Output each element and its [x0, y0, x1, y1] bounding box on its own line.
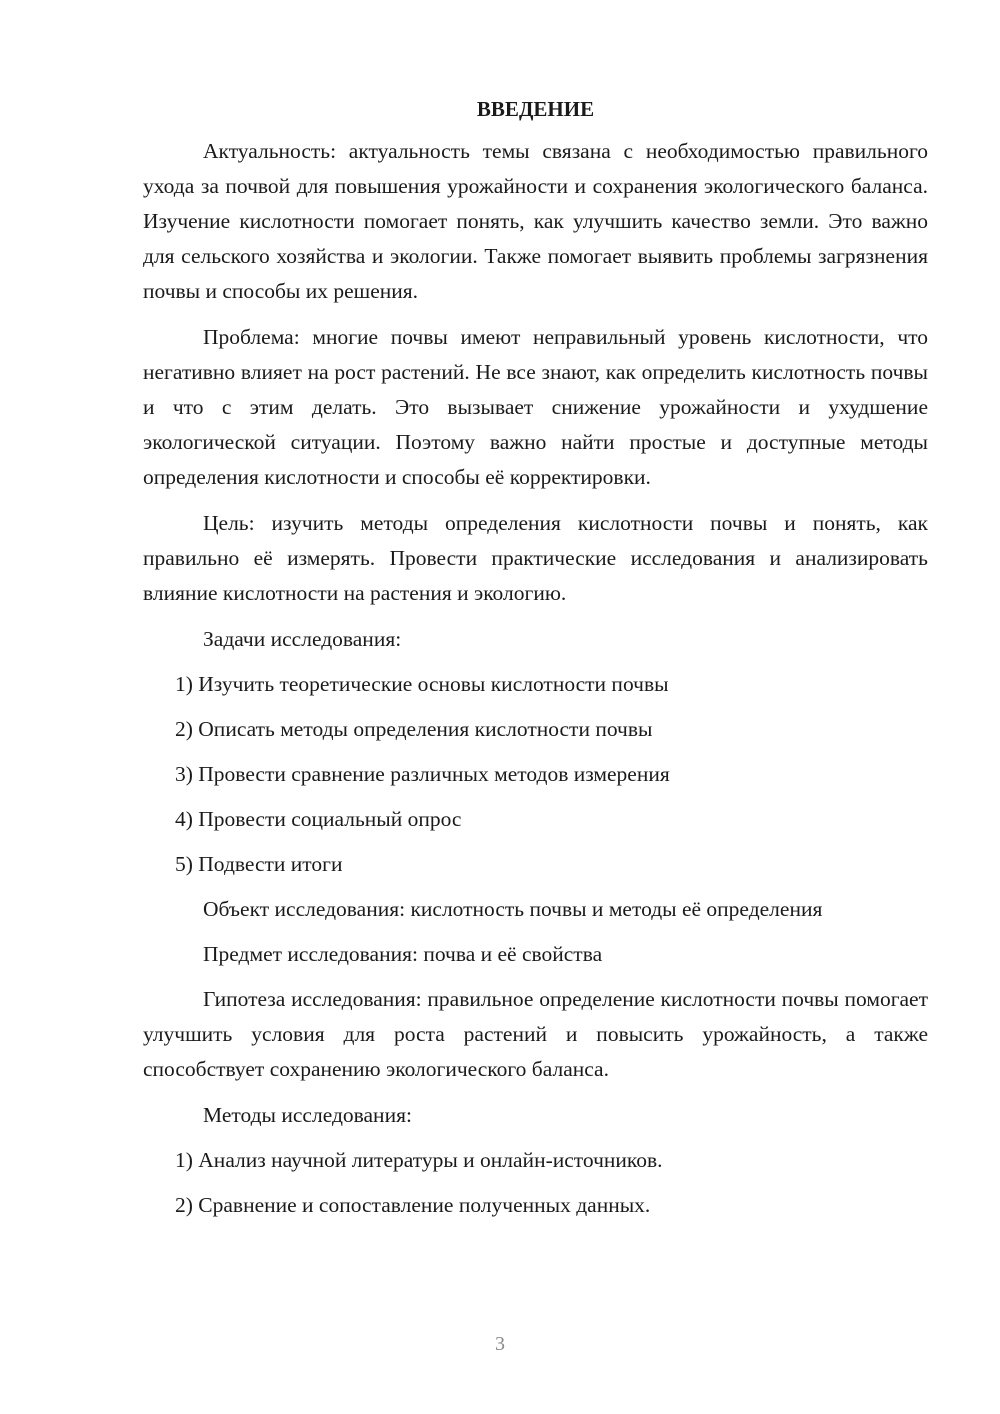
- relevance-paragraph: Актуальность: актуальность темы связана с необходимостью правильного ухода за почвой для повышения урожайности и сохранения экологического баланса. Изучение кислотности помогает понять, как улучшить качество земли. Это важно для сельского хозяйства и экологии. Также помогает выявить проблемы загрязнения почвы и способы их решения.: [143, 139, 928, 303]
- list-item: 3) Провести сравнение различных методов измерения: [175, 762, 670, 786]
- section-heading: ВВЕДЕНИЕ: [476, 97, 595, 121]
- list-item: 2) Описать методы определения кислотности почвы: [175, 717, 653, 741]
- list-item: 1) Анализ научной литературы и онлайн-источников.: [175, 1148, 663, 1172]
- list-item: 4) Провести социальный опрос: [175, 807, 462, 831]
- object-line: Объект исследования: кислотность почвы и методы её определения: [203, 897, 823, 921]
- list-item: 2) Сравнение и сопоставление полученных данных.: [175, 1193, 651, 1217]
- page-number: 3: [495, 1333, 505, 1355]
- hypothesis-paragraph: Гипотеза исследования: правильное определение кислотности почвы помогает улучшить условия для роста растений и повысить урожайность, а также способствует сохранению экологического баланса.: [143, 987, 928, 1081]
- goal-paragraph: Цель: изучить методы определения кислотности почвы и понять, как правильно её измерять. Провести практические исследования и анализировать влияние кислотности на растения и экологию.: [143, 511, 928, 605]
- methods-title: Методы исследования:: [203, 1103, 412, 1127]
- problem-paragraph: Проблема: многие почвы имеют неправильный уровень кислотности, что негативно влияет на рост растений. Не все знают, как определить кислотность почвы и что с этим делать. Это вызывает снижение урожайности и ухудшение экологической ситуации. Поэтому важно найти простые и доступные методы определения кислотности и способы её корректировки.: [143, 325, 928, 489]
- document-page: [143, 96, 928, 1233]
- tasks-list: [143, 667, 928, 882]
- tasks-title: Задачи исследования:: [203, 627, 402, 651]
- subject-line: Предмет исследования: почва и её свойства: [203, 942, 603, 966]
- list-item: 5) Подвести итоги: [175, 852, 343, 876]
- list-item: 1) Изучить теоретические основы кислотности почвы: [175, 672, 669, 696]
- methods-list: [143, 1143, 928, 1223]
